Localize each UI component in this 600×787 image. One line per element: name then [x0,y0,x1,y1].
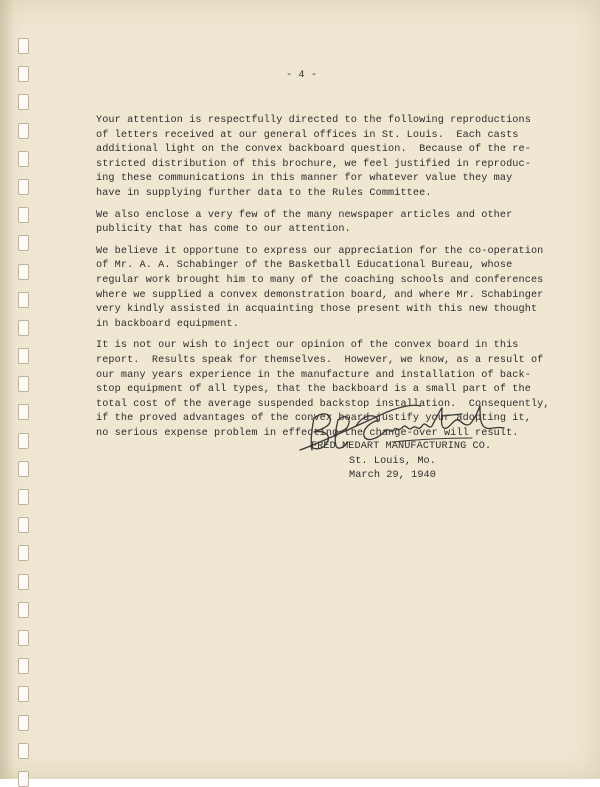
binder-hole [18,489,29,505]
text-line: total cost of the average suspended backstop installation. Consequently, [96,398,550,410]
text-line: where we supplied a convex demonstration board, and where Mr. Schabinger [96,289,544,301]
text-line: stop equipment of all types, that the backboard is a small part of the [96,384,531,396]
text-line: We also enclose a very few of the many newspaper articles and other [96,209,513,221]
text-line: stricted distribution of this brochure, we feel justified in reproduc- [96,158,531,170]
text-line: We believe it opportune to express our appreciation for the co-operation [96,245,544,257]
paragraph-newspaper [96,209,536,238]
binder-hole [18,433,29,449]
binder-hole [18,715,29,731]
binder-hole [18,376,29,392]
text-line: have in supplying further data to the Rules Committee. [96,187,432,199]
paragraph-reproductions [96,114,536,202]
binder-hole [18,743,29,759]
company-name: FRED MEDART MANUFACTURING CO. [311,441,492,452]
binder-hole [18,602,29,618]
binder-holes [18,38,30,758]
text-line: publicity that has come to our attention. [96,224,351,236]
binder-hole [18,264,29,280]
text-line: report. Results speak for themselves. However, we know, as a result of [96,354,544,366]
binder-hole [18,658,29,674]
text-line: our many years experience in the manufacture and installation of back- [96,369,531,381]
binder-hole [18,348,29,364]
signature-block [311,440,551,484]
text-line: It is not our wish to inject our opinion of the convex board in this [96,340,519,352]
text-line: of Mr. A. A. Schabinger of the Basketball Educational Bureau, whose [96,260,513,272]
letter-date: March 29, 1940 [349,470,436,482]
binder-hole [18,38,29,54]
page-number: - 4 - [286,70,318,81]
binder-hole [18,123,29,139]
text-line: in backboard equipment. [96,318,239,330]
binder-hole [18,151,29,167]
text-line: Your attention is respectfully directed to the following reproductions [96,115,531,126]
binder-hole [18,574,29,590]
binder-hole [18,461,29,477]
binder-hole [18,630,29,646]
text-line: very kindly assisted in acquainting those present with this new thought [96,304,538,316]
paragraph-appreciation [96,245,544,333]
text-line: additional light on the convex backboard question. Because of the re- [96,144,531,156]
binder-hole [18,404,29,420]
binder-hole [18,517,29,533]
binder-hole [18,94,29,110]
text-line: no serious expense problem in effecting the change-over will result. [96,427,519,439]
binder-hole [18,179,29,195]
binder-hole [18,686,29,702]
binder-hole [18,207,29,223]
binder-hole [18,235,29,251]
text-line: of letters received at our general offices in St. Louis. Each casts [96,129,519,141]
page-edge-shadow [0,0,14,779]
text-line: if the proved advantages of the convex board justify your adopting it, [96,413,531,425]
company-city: St. Louis, Mo. [349,455,436,467]
binder-hole [18,292,29,308]
text-line: ing these communications in this manner for whatever value they may [96,173,513,185]
binder-hole [18,66,29,82]
binder-hole [18,545,29,561]
text-line: regular work brought him to many of the coaching schools and conferences [96,274,544,286]
binder-hole [18,320,29,336]
